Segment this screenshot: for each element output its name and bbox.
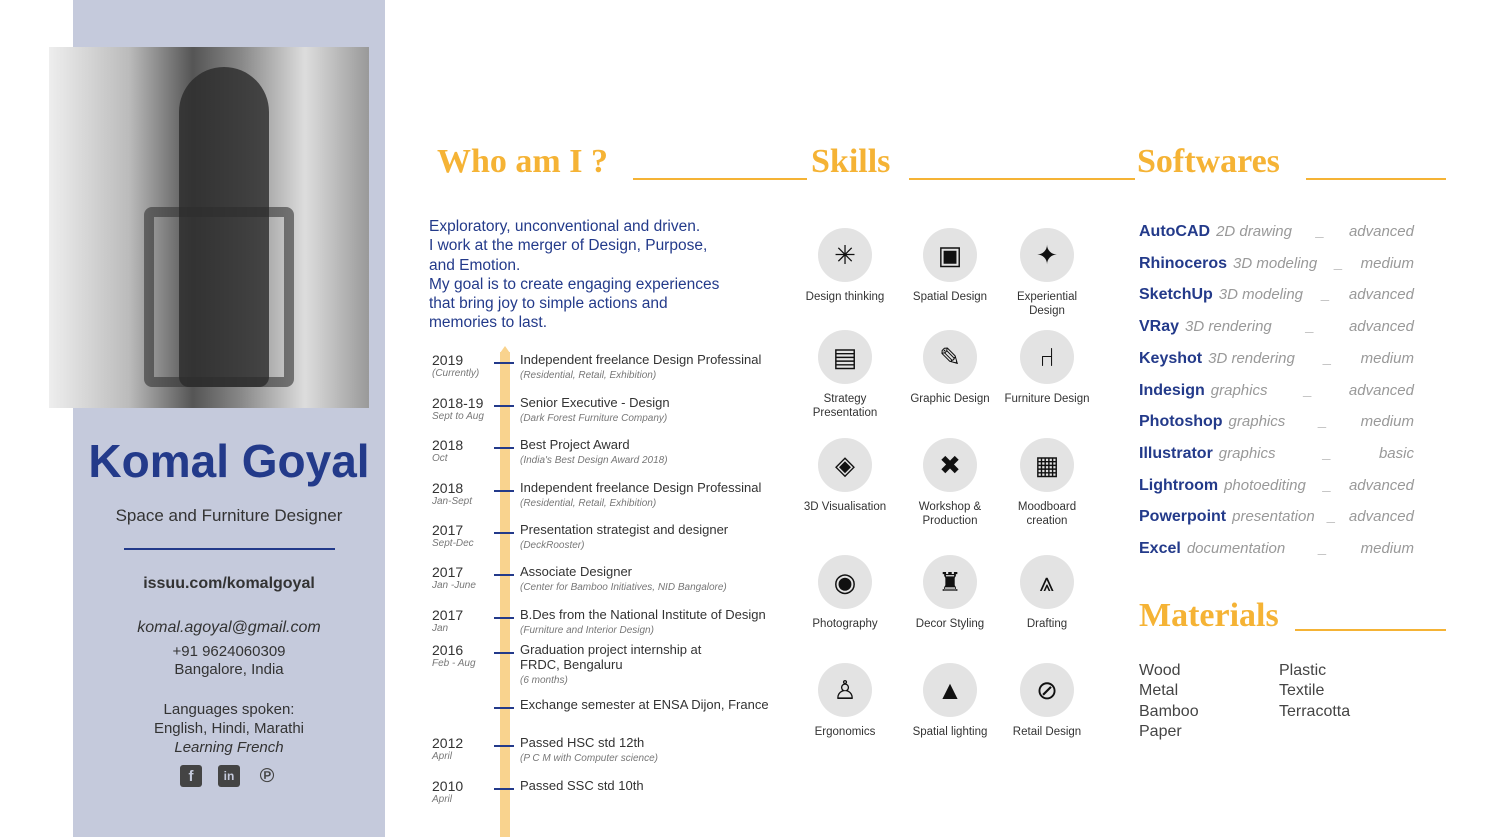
skill-item xyxy=(796,663,894,739)
skill-item xyxy=(796,555,894,631)
timeline-period: Sept to Aug xyxy=(432,411,484,422)
skill-label: Retail Design xyxy=(1012,726,1082,738)
skill-item xyxy=(901,330,999,406)
timeline-tick xyxy=(494,362,514,364)
timeline-year: 2012 xyxy=(432,735,464,751)
software-name: Lightroom xyxy=(1139,476,1219,494)
software-name: Excel xyxy=(1139,540,1181,557)
timeline-detail: (Dark Forest Furniture Company) xyxy=(520,413,668,424)
material: Paper xyxy=(1139,722,1182,740)
software-level: medium xyxy=(1360,413,1414,431)
material: Metal xyxy=(1139,682,1179,700)
timeline-year: 2018-19 xyxy=(432,395,484,411)
software-level: advanced xyxy=(1348,286,1414,304)
software-item: Photoshop graphics _ medium xyxy=(1139,413,1414,431)
tools-icon: ✖ xyxy=(923,438,977,492)
timeline-title: Best Project Award xyxy=(520,437,630,452)
software-use: 3D rendering xyxy=(1208,349,1295,367)
timeline-title: Exchange semester at ENSA Dijon, France xyxy=(520,697,769,712)
timeline-year: 2010 xyxy=(432,778,464,794)
heading-rule xyxy=(1295,629,1446,631)
about-line: Exploratory, unconventional and driven. xyxy=(429,218,701,235)
skill-item xyxy=(901,555,999,631)
skill-item xyxy=(901,663,999,739)
timeline-period: Feb - Aug xyxy=(432,658,476,669)
about-line: that bring joy to simple actions and xyxy=(429,295,668,313)
softwares-heading: Softwares xyxy=(1137,143,1280,180)
about-line: and Emotion. xyxy=(429,256,521,274)
timeline-period: Sept-Dec xyxy=(432,538,474,549)
software-use: presentation xyxy=(1232,508,1315,526)
facebook-icon[interactable]: f xyxy=(180,765,202,787)
software-use: 3D rendering xyxy=(1185,318,1272,336)
material: Textile xyxy=(1279,682,1325,700)
skill-label: Spatial Design xyxy=(912,291,988,303)
email-link[interactable]: komal.agoyal@gmail.com xyxy=(137,619,321,636)
price-tag-icon: ⊘ xyxy=(1020,663,1074,717)
software-use: 3D modeling xyxy=(1218,286,1304,304)
timeline-bar xyxy=(500,352,510,837)
skill-label: Spatial lighting xyxy=(912,726,988,738)
timeline-year: 2018 xyxy=(432,437,464,453)
software-use: photoediting xyxy=(1224,476,1306,494)
skill-label: Experiential Design xyxy=(1016,291,1078,317)
people-stars-icon: ✦ xyxy=(1020,228,1074,282)
timeline-title: Passed HSC std 12th xyxy=(520,735,645,750)
software-item: Illustrator graphics _ basic xyxy=(1139,444,1414,462)
timeline-period: Oct xyxy=(432,453,448,464)
timeline-period: (Currently) xyxy=(432,368,480,379)
timeline-title: Graduation project internship at FRDC, Bengaluru xyxy=(520,642,702,672)
timeline-title: Independent freelance Design Professinal xyxy=(520,480,762,495)
languages-label: Languages spoken: xyxy=(163,701,295,718)
timeline-tick xyxy=(494,574,514,576)
heading-rule xyxy=(633,178,807,180)
software-item: SketchUp 3D modeling _ advanced xyxy=(1139,286,1414,304)
camera-icon: ◉ xyxy=(818,555,872,609)
skill-label: Workshop & Production xyxy=(918,501,982,527)
timeline-year: 2017 xyxy=(432,564,464,580)
skills-heading: Skills xyxy=(811,143,891,180)
skill-label: Strategy Presentation xyxy=(812,393,878,419)
timeline-detail: (India's Best Design Award 2018) xyxy=(520,455,668,466)
timeline-tick xyxy=(494,405,514,407)
skill-item xyxy=(998,330,1096,406)
chair-icon: ⑁ xyxy=(1020,330,1074,384)
timeline-title: B.Des from the National Institute of Design xyxy=(520,607,766,622)
software-item: Indesign graphics _ advanced xyxy=(1139,381,1414,399)
skill-item xyxy=(998,663,1096,739)
timeline-detail: (DeckRooster) xyxy=(520,540,585,551)
software-level: medium xyxy=(1360,254,1414,272)
software-level: basic xyxy=(1378,444,1414,462)
moodboard-icon: ▦ xyxy=(1020,438,1074,492)
human-figure-icon: ♙ xyxy=(818,663,872,717)
timeline-tick xyxy=(494,490,514,492)
about-line: I work at the merger of Design, Purpose, xyxy=(429,237,708,255)
skill-item xyxy=(998,555,1096,631)
vases-icon: ♜ xyxy=(923,555,977,609)
timeline-tick xyxy=(494,532,514,534)
material: Bamboo xyxy=(1139,702,1199,720)
software-level: advanced xyxy=(1348,318,1414,336)
software-use: documentation xyxy=(1186,540,1286,557)
skill-item xyxy=(796,438,894,514)
skill-label: Ergonomics xyxy=(814,726,876,738)
skill-label: Furniture Design xyxy=(1004,393,1090,405)
software-name: Indesign xyxy=(1139,381,1205,399)
timeline-tick xyxy=(494,652,514,654)
timeline-detail: (P C M with Computer science) xyxy=(520,753,658,764)
timeline-tick xyxy=(494,707,514,709)
timeline-year: 2018 xyxy=(432,480,464,496)
timeline-detail: (Residential, Retail, Exhibition) xyxy=(520,370,657,381)
software-item: Lightroom photoediting _ advanced xyxy=(1139,476,1414,494)
software-name: SketchUp xyxy=(1139,286,1213,304)
timeline-title: Associate Designer xyxy=(520,564,632,579)
software-use: 2D drawing xyxy=(1216,223,1292,240)
about-text xyxy=(429,217,789,333)
skill-label: Moodboard creation xyxy=(1017,501,1077,527)
profile-photo xyxy=(49,47,369,408)
timeline-title: Passed SSC std 10th xyxy=(520,778,644,793)
timeline-period: Jan-Sept xyxy=(432,496,473,507)
skill-item xyxy=(998,228,1096,318)
material: Wood xyxy=(1139,662,1181,679)
presentation-icon: ▤ xyxy=(818,330,872,384)
software-use: graphics xyxy=(1218,444,1276,462)
learning-language: Learning French xyxy=(174,739,284,756)
software-name: Illustrator xyxy=(1139,444,1213,462)
software-use: graphics xyxy=(1228,413,1286,431)
software-level: medium xyxy=(1360,349,1414,367)
materials-col-1 xyxy=(1139,661,1199,742)
timeline-period: Jan xyxy=(432,623,449,634)
timeline-tick xyxy=(494,447,514,449)
divider xyxy=(124,548,335,550)
materials-col-2 xyxy=(1279,661,1350,722)
software-item: Keyshot 3D rendering _ medium xyxy=(1139,349,1414,367)
software-item: Powerpoint presentation _ advanced xyxy=(1139,508,1414,526)
software-use: graphics xyxy=(1210,381,1268,399)
software-item: VRay 3D rendering _ advanced xyxy=(1139,318,1414,336)
social-links xyxy=(180,765,278,787)
heading-rule xyxy=(1306,178,1446,180)
timeline-tick xyxy=(494,745,514,747)
about-heading: Who am I ? xyxy=(437,143,608,180)
timeline-year: 2016 xyxy=(432,642,464,658)
pen-tool-icon: ✎ xyxy=(923,330,977,384)
material: Plastic xyxy=(1279,662,1327,679)
software-name: VRay xyxy=(1139,318,1180,336)
pinterest-icon[interactable]: ℗ xyxy=(256,765,278,787)
software-level: advanced xyxy=(1348,381,1414,399)
pendant-lamp-icon: ▲ xyxy=(923,663,977,717)
timeline-title: Presentation strategist and designer xyxy=(520,522,729,537)
timeline-tick xyxy=(494,788,514,790)
linkedin-icon[interactable]: in xyxy=(218,765,240,787)
timeline-year: 2019 xyxy=(432,352,464,368)
skill-label: Graphic Design xyxy=(910,393,990,405)
skill-label: Drafting xyxy=(1026,618,1068,630)
skill-label: Decor Styling xyxy=(915,618,985,630)
software-level: medium xyxy=(1360,540,1414,557)
timeline-period: Jan -June xyxy=(432,580,476,591)
material: Terracotta xyxy=(1279,702,1351,720)
person-name: Komal Goyal xyxy=(88,435,370,487)
heading-rule xyxy=(909,178,1135,180)
timeline-period: April xyxy=(432,751,453,762)
skill-label: 3D Visualisation xyxy=(803,501,887,513)
software-name: AutoCAD xyxy=(1139,223,1211,240)
job-title: Space and Furniture Designer xyxy=(115,506,343,525)
network-icon: ✳ xyxy=(818,228,872,282)
software-name: Powerpoint xyxy=(1139,508,1227,526)
timeline-detail: (6 months) xyxy=(520,675,568,686)
skill-item xyxy=(901,228,999,304)
languages-list: English, Hindi, Marathi xyxy=(153,720,305,737)
website-link[interactable]: issuu.com/komalgoyal xyxy=(143,575,315,592)
timeline-period: April xyxy=(432,794,453,805)
about-line: My goal is to create engaging experiences xyxy=(429,275,720,293)
phone: +91 9624060309 xyxy=(172,643,286,660)
skill-label: Photography xyxy=(812,618,878,630)
software-use: 3D modeling xyxy=(1233,254,1318,272)
software-level: advanced xyxy=(1348,223,1414,240)
about-line: memories to last. xyxy=(429,314,548,332)
timeline-detail: (Residential, Retail, Exhibition) xyxy=(520,498,657,509)
cube-icon: ▣ xyxy=(923,228,977,282)
software-item: Excel documentation _ medium xyxy=(1139,540,1414,557)
software-level: advanced xyxy=(1348,476,1414,494)
software-name: Photoshop xyxy=(1139,413,1223,431)
timeline-title: Senior Executive - Design xyxy=(520,395,670,410)
timeline-year: 2017 xyxy=(432,522,464,538)
skill-item xyxy=(796,228,894,304)
location: Bangalore, India xyxy=(174,661,284,678)
software-name: Rhinoceros xyxy=(1139,254,1228,272)
timeline-tick xyxy=(494,617,514,619)
3d-cube-icon: ◈ xyxy=(818,438,872,492)
timeline-year: 2017 xyxy=(432,607,464,623)
software-level: advanced xyxy=(1348,508,1414,526)
software-item: Rhinoceros 3D modeling _ medium xyxy=(1139,254,1414,272)
skill-label: Design thinking xyxy=(805,291,885,303)
timeline-title: Independent freelance Design Professinal xyxy=(520,352,762,367)
materials-heading: Materials xyxy=(1139,597,1279,634)
software-item: AutoCAD 2D drawing _ advanced xyxy=(1139,223,1414,240)
languages xyxy=(73,700,385,757)
skill-item xyxy=(998,438,1096,528)
compass-icon: ⩓ xyxy=(1020,555,1074,609)
timeline-detail: (Furniture and Interior Design) xyxy=(520,625,654,636)
software-name: Keyshot xyxy=(1139,349,1203,367)
timeline-detail: (Center for Bamboo Initiatives, NID Bangalore) xyxy=(520,582,727,593)
skill-item xyxy=(901,438,999,528)
skill-item xyxy=(796,330,894,420)
